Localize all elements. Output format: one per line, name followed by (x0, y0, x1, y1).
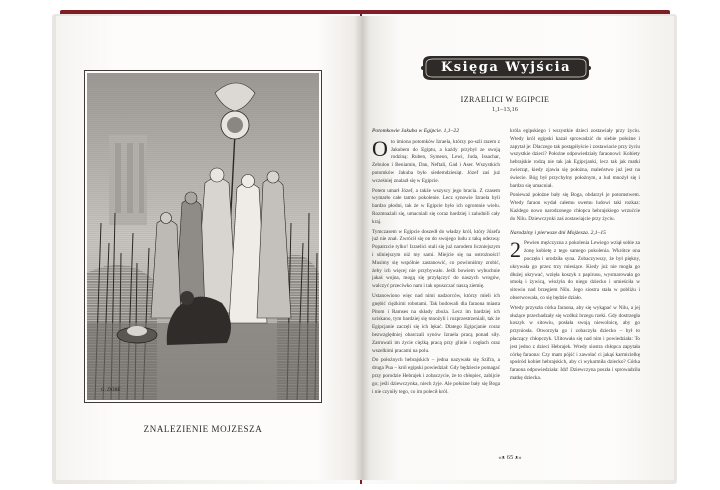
paragraph-text: Pewien mężczyzna z pokolenia Lewiego wziął sobie za żonę kobietę z tego samego pokolenia. Wkrótce ona poczęła i urodziła syna. Zobaczywszy, że był piękny, ukrywała go przez trzy miesiące. Kiedy już nie mogła go dłużej ukrywać, wzięła koszyk z papirusu, wysmarowała go smołą i żywicą, włożyła do niego dziecko i umieściła w sitowiu nad brzegiem Nilu. Jego siostra stała w pobliżu i obserwowała, co się będzie działo. (510, 240, 640, 301)
paragraph: Ustanowiono więc nad nimi nadzorców, którzy mieli ich gnębić ciężkimi robotami. Tak budowali dla faraona miasta Pitom i Ramses na składy zboża. Lecz im bardziej ich uciskano, tym bardziej się mnożyli i rozprzestrzeniali, tak że Egipcjanie zaczęli się ich lękać. Dlatego Egipcjanie coraz bezwzględniej obarczali synów Izraela pracą ponad siły. Zatruwali im życie ciężką pracą przy glinie i cegłach oraz wszelkimi pracami na polu. (372, 292, 500, 354)
book-title-plate (421, 54, 591, 82)
dropcap: O (372, 135, 388, 161)
paragraph: Potem umarł Józef, a także wszyscy jego bracia. Z czasem wymarło całe tamto pokolenie. Lecz synowie Izraela byli bardzo płodni, tak że w Egipcie było ich ogromnie wielu. Rozmnażali się, umacniali się coraz bardziej i zaludnili cały kraj. (372, 187, 500, 225)
engraving-illustration (84, 70, 322, 403)
paragraph: króla egipskiego i wszystkie dzieci zostawiały przy życiu. Wtedy król egipski kazał sprowadzić do siebie położne i zapytał je: Dlaczego tak postąpiłyście i zostawiacie przy życiu wszystkie dzieci? Położne odpowiedziały faraonowi: Kobiety hebrajskie rodzą nie tak jak Egipcjanki, lecz tak jak matki zwierząt, kiedy zjawia się położna, maleństwo już jest na świecie. Bóg był przychylny położnym, a lud mnożył się i bardzo się umacniał. (510, 128, 640, 189)
paragraph-text: to imiona potomków Izraela, którzy po-szli razem z Jakubem do Egiptu, a każdy przybył ze swoją rodziną: Ruben, Symeon, Lewi, Juda, Issachar, Zebulon i Beniamin, Dan, Neftali, Gad i Aser. Wszystkich potomków Jakuba było siedemdziesiąt. Józef zaś już wcześniej znalazł się w Egipcie. (372, 138, 500, 184)
book-gutter (354, 16, 370, 480)
illustration-caption: ZNALEZIENIE MOJZESZA (143, 424, 263, 434)
engraving-image (87, 73, 319, 400)
text-column-right (510, 128, 640, 452)
dropcap: 2 (510, 237, 521, 263)
section-title: IZRAELICI W EGIPCIE (460, 95, 550, 104)
paragraph (510, 237, 640, 302)
pericope-heading: Narodziny i pierwsze dni Mojżesza. 2,1–15 (510, 229, 606, 236)
page-number: «ᴥ 65 ᴥ» (498, 454, 522, 461)
paragraph: Tymczasem w Egipcie doszedł do władzy król, który Józefa już nie znał. Zwrócił się on do swojego ludu z taką odezwą: Popatrzcie tylko! Izraelici stali się już narodem liczniejszym i silniejszym niż my sami. Miejcie się na ostrożności! Musimy się wspólnie zastanowić, co powinniśmy zrobić, żeby ich więcej nie przybywało. Jeśli bowiem wybuchnie jakaś wojna, mogą się przyłączyć do naszych wrogów, walczyć przeciwko nam i tak opuszczać naszą ziemię. (372, 228, 500, 290)
text-column-left (372, 128, 500, 452)
paragraph: Do położnych hebrajskich – jedna nazywała się Szifra, a druga Pua – król egipski powiedział: Gdy będziecie pomagać przy porodzie Hebrajek i zobaczycie, że to chłopiec, zabijcie go; jeśli dziewczynka, niech żyje. Ale położne bały się Boga i nie czyniły tego, co im polecił król. (372, 357, 500, 395)
book-title: Księga Wyjścia (440, 60, 572, 75)
paragraph: Wtedy przyszła córka faraona, aby się wykąpać w Nilu, a jej służące przechadzały się wzdłuż brzegu rzeki. Gdy dostrzegła koszyk w sitowiu, posłała swoją niewolnicę, aby go przyniosła. Otworzyła go i zobaczyła dziecko – był to płaczący chłopczyk. Ulitowała się nad nim i powiedziała: To jest jedno z dzieci Hebrajek. Wtedy siostra chłopca zapytała córkę faraona: Czy mam pójść i zawołać ci jakąś karmicielkę spośród kobiet hebrajskich, aby ci wykarmiła dziecko? Córka faraona odpowiedziała: Idź! Dziewczyna poszła i sprowadziła matkę dziecka. (510, 304, 640, 381)
pericope-heading: Potomkowie Jakuba w Egipcie. 1,1–22 (372, 128, 459, 134)
paragraph: Ponieważ położne bały się Boga, obdarzył je potomstwem. Wtedy faraon wydał całemu swemu ludowi taki rozkaz: Każdego nowo narodzonego chłopca hebrajskiego wrzućcie do Nilu. Dziewczynki zaś zostawiajcie przy życiu. (510, 192, 640, 222)
engraving-signature: G. DORÉ (101, 388, 121, 393)
section-range: 1,1–13,16 (492, 106, 518, 113)
paragraph (372, 135, 500, 186)
